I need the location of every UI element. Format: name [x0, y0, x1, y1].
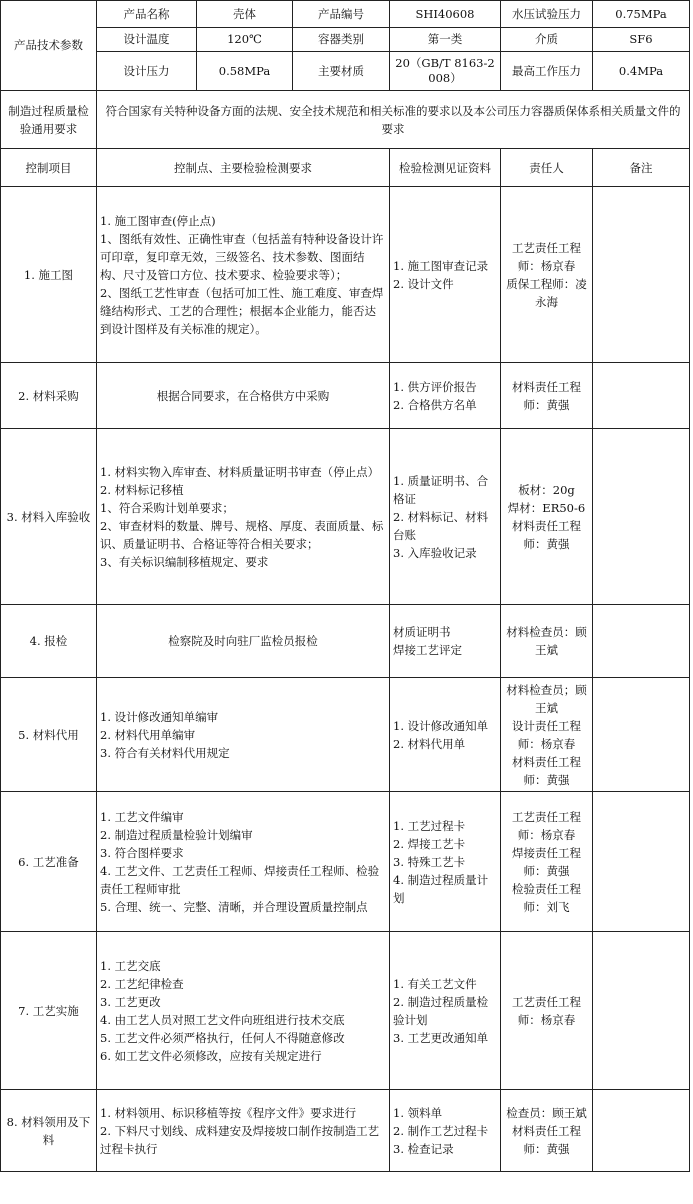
cell-points-line: 1、图纸有效性、正确性审查（包括盖有特种设备设计许可印章，复印章无效，三级签名、技术参数、图面结构、尺寸及管口方位、技术要求、检验要求等）； [100, 231, 384, 282]
param-label: 产品名称 [97, 1, 197, 28]
cell-points-line: 2、图纸工艺性审查（包括可加工性、施工难度、审查焊缝结构形式、工艺的合理性；根据本企业能力，能否达到设计图样及有关标准的规定）。 [100, 285, 384, 336]
cell-person [501, 363, 593, 429]
cell-evidence [390, 187, 501, 363]
cell-evidence [390, 792, 501, 932]
cell-evidence-line: 1. 施工图审查记录 [393, 258, 489, 273]
cell-evidence-line: 2. 制造过程质量检验计划 [393, 994, 489, 1027]
param-label: 产品编号 [293, 1, 390, 28]
cell-points-line: 根据合同要求，在合格供方中采购 [156, 388, 330, 403]
cell-person-line: 焊接责任工程师：黄强 [512, 845, 581, 878]
param-value: 第一类 [390, 28, 501, 52]
table-row [1, 363, 690, 429]
cell-remark [593, 932, 690, 1090]
params-header: 产品技术参数 [1, 1, 97, 91]
param-value: SHI40608 [390, 1, 501, 28]
cell-person-line: 设计责任工程师：杨京春 [512, 718, 581, 751]
cell-points-line: 1. 设计修改通知单编审 [100, 709, 219, 724]
cell-evidence-line: 2. 制作工艺过程卡 [393, 1123, 489, 1138]
cell-points-line: 4. 由工艺人员对照工艺文件向班组进行技术交底 [100, 1012, 345, 1027]
cell-person-line: 质保工程师：凌永海 [506, 276, 587, 309]
cell-points-line: 2、审查材料的数量、牌号、规格、厚度、表面质量、标识、质量证明书、合格证等符合相关要求； [100, 518, 384, 551]
cell-person-line: 焊材：ER50-6 [507, 500, 586, 515]
cell-points [97, 429, 390, 605]
cell-evidence [390, 605, 501, 678]
cell-evidence [390, 678, 501, 792]
cell-points-line: 5. 合理、统一、完整、清晰，并合理设置质量控制点 [100, 899, 368, 914]
param-label: 主要材质 [293, 52, 390, 91]
cell-evidence [390, 1090, 501, 1172]
table-row [1, 678, 690, 792]
cell-remark [593, 1090, 690, 1172]
requirements-text: 符合国家有关特种设备方面的法规、安全技术规范和相关标准的要求以及本公司压力容器质保体系相关质量文件的要求 [97, 91, 690, 149]
cell-remark [593, 605, 690, 678]
cell-person [501, 678, 593, 792]
table-row [1, 429, 690, 605]
cell-person-line: 材料责任工程师：黄强 [512, 518, 581, 551]
cell-points-line: 2. 材料标记移植 [100, 482, 184, 497]
cell-person-line: 工艺责任工程师：杨京春 [512, 809, 581, 842]
cell-points-line: 3、有关标识编制移植规定、要求 [100, 554, 269, 569]
cell-person-line: 工艺责任工程师：杨京春 [512, 994, 581, 1027]
cell-evidence-line: 1. 设计修改通知单 [393, 718, 489, 733]
col-header-item: 控制项目 [1, 149, 97, 187]
cell-evidence-line: 2. 焊接工艺卡 [393, 836, 466, 851]
cell-person [501, 932, 593, 1090]
cell-points-line: 1. 施工图审查(停止点) [100, 213, 216, 228]
cell-points-line: 4. 工艺文件、工艺责任工程师、焊接责任工程师、检验责任工程师审批 [100, 863, 380, 896]
cell-points-line: 1、符合采购计划单要求； [100, 500, 234, 515]
cell-remark [593, 792, 690, 932]
cell-person-line: 工艺责任工程师：杨京春 [512, 240, 581, 273]
param-label: 最高工作压力 [501, 52, 593, 91]
cell-points [97, 678, 390, 792]
cell-item: 3. 材料入库验收 [1, 429, 97, 605]
param-value: 20（GB/T 8163-2008） [390, 52, 501, 91]
cell-person-line: 材料检查员：顾王斌 [506, 625, 587, 657]
cell-evidence [390, 363, 501, 429]
cell-points-line: 6. 如工艺文件必须修改，应按有关规定进行 [100, 1048, 322, 1063]
param-value: 壳体 [197, 1, 293, 28]
cell-person-line: 检验责任工程师：刘飞 [512, 881, 581, 914]
param-value: 120℃ [197, 28, 293, 52]
cell-item: 8. 材料领用及下料 [1, 1090, 97, 1172]
cell-points-line: 2. 制造过程质量检验计划编审 [100, 827, 253, 842]
table-body [1, 187, 690, 1172]
cell-evidence-line: 1. 工艺过程卡 [393, 818, 466, 833]
col-header-evidence: 检验检测见证资料 [390, 149, 501, 187]
cell-points-line: 2. 工艺纪律检查 [100, 976, 184, 991]
cell-points [97, 605, 390, 678]
cell-remark [593, 429, 690, 605]
cell-person-line: 材料责任工程师：黄强 [512, 1123, 581, 1156]
cell-item: 2. 材料采购 [1, 363, 97, 429]
cell-evidence-line: 3. 工艺更改通知单 [393, 1030, 489, 1045]
cell-evidence-line: 3. 检查记录 [393, 1141, 454, 1156]
cell-points [97, 1090, 390, 1172]
cell-person-line: 材料检查员；顾王斌 [506, 682, 587, 715]
param-label: 介质 [501, 28, 593, 52]
cell-points-line: 3. 符合有关材料代用规定 [100, 745, 230, 760]
cell-evidence-line: 2. 材料标记、材料台账 [393, 509, 489, 542]
cell-person-line: 板材：20g [518, 482, 575, 497]
cell-points-line: 1. 材料领用、标识移植等按《程序文件》要求进行 [100, 1105, 357, 1120]
cell-evidence-line: 2. 设计文件 [393, 276, 454, 291]
cell-evidence-line: 2. 材料代用单 [393, 736, 466, 751]
cell-points [97, 932, 390, 1090]
cell-evidence-line: 1. 质量证明书、合格证 [393, 473, 489, 506]
param-value: SF6 [593, 28, 690, 52]
cell-evidence-line: 材质证明书 [393, 625, 451, 639]
param-value: 0.75MPa [593, 1, 690, 28]
cell-points-line: 1. 工艺交底 [100, 958, 161, 973]
cell-points-line: 2. 下料尺寸划线、成料建安及焊接坡口制作按制造工艺过程卡执行 [100, 1123, 380, 1156]
table-row [1, 792, 690, 932]
cell-person [501, 605, 593, 678]
cell-person-line: 材料责任工程师：黄强 [512, 754, 581, 787]
cell-person [501, 429, 593, 605]
cell-evidence-line: 1. 供方评价报告 [393, 379, 477, 394]
cell-points [97, 187, 390, 363]
param-label: 设计温度 [97, 28, 197, 52]
param-value: 0.58MPa [197, 52, 293, 91]
cell-evidence [390, 429, 501, 605]
cell-evidence-line: 4. 制造过程质量计划 [393, 872, 489, 905]
cell-person-line: 检查员：顾王斌 [506, 1105, 587, 1120]
cell-item: 7. 工艺实施 [1, 932, 97, 1090]
cell-person-line: 材料责任工程师：黄强 [512, 379, 581, 412]
cell-evidence-line: 焊接工艺评定 [393, 643, 462, 657]
cell-item: 1. 施工图 [1, 187, 97, 363]
cell-person [501, 187, 593, 363]
cell-evidence-line: 1. 领料单 [393, 1105, 443, 1120]
cell-points-line: 2. 材料代用单编审 [100, 727, 196, 742]
requirements-label: 制造过程质量检验通用要求 [1, 91, 97, 149]
param-label: 水压试验压力 [501, 1, 593, 28]
table-row [1, 1090, 690, 1172]
table-row [1, 932, 690, 1090]
cell-points-line: 1. 工艺文件编审 [100, 809, 184, 824]
param-value: 0.4MPa [593, 52, 690, 91]
cell-person [501, 1090, 593, 1172]
col-header-person: 责任人 [501, 149, 593, 187]
cell-points-line: 3. 符合图样要求 [100, 845, 184, 860]
cell-item: 4. 报检 [1, 605, 97, 678]
cell-points [97, 792, 390, 932]
cell-points-line: 5. 工艺文件必须严格执行，任何人不得随意修改 [100, 1030, 345, 1045]
cell-evidence-line: 2. 合格供方名单 [393, 397, 477, 412]
cell-points [97, 363, 390, 429]
cell-remark [593, 678, 690, 792]
param-label: 容器类别 [293, 28, 390, 52]
cell-points-line: 3. 工艺更改 [100, 994, 161, 1009]
cell-evidence-line: 3. 入库验收记录 [393, 545, 477, 560]
cell-item: 6. 工艺准备 [1, 792, 97, 932]
table-row [1, 187, 690, 363]
cell-points-line: 检察院及时向驻厂监检员报检 [168, 634, 318, 648]
param-label: 设计压力 [97, 52, 197, 91]
col-header-points: 控制点、主要检验检测要求 [97, 149, 390, 187]
cell-points-line: 1. 材料实物入库审查、材料质量证明书审查（停止点） [100, 464, 380, 479]
col-header-remark: 备注 [593, 149, 690, 187]
table-row [1, 605, 690, 678]
cell-person [501, 792, 593, 932]
cell-remark [593, 363, 690, 429]
cell-item: 5. 材料代用 [1, 678, 97, 792]
cell-evidence-line: 3. 特殊工艺卡 [393, 854, 466, 869]
cell-evidence-line: 1. 有关工艺文件 [393, 976, 477, 991]
cell-remark [593, 187, 690, 363]
cell-evidence [390, 932, 501, 1090]
